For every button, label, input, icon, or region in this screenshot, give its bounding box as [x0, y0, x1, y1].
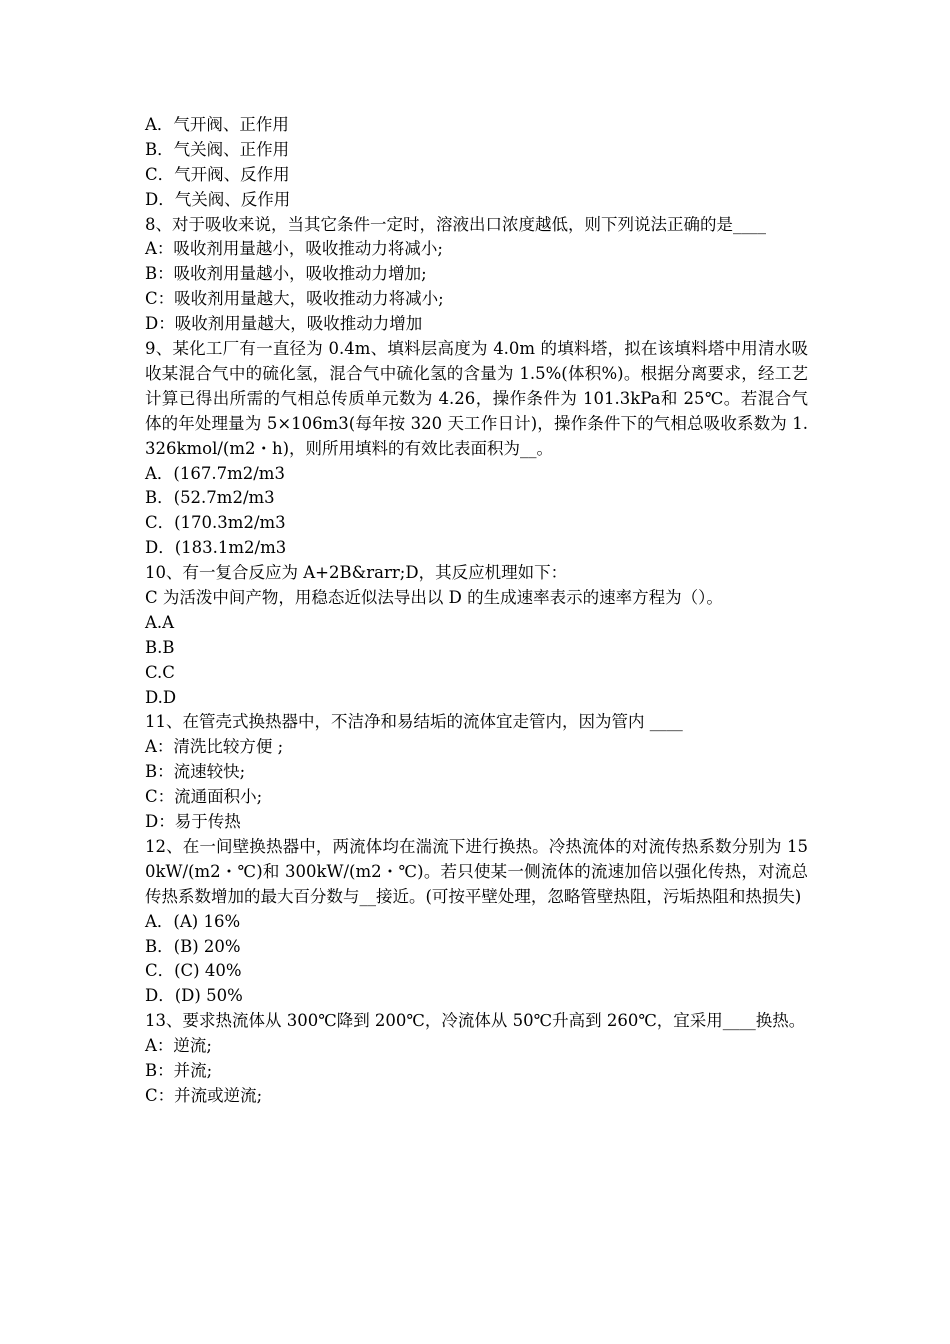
option-b: B．(B) 20%: [145, 936, 241, 956]
question-9-stem: 9、某化工厂有一直径为 0.4m、填料层高度为 4.0m 的填料塔，拟在该填料塔中用清水吸收某混合气中的硫化氢，混合气中硫化氢的含量为 1.5%(体积%)。根据分离要求，经工艺计算已得出所需的气相总传质单元数为 4.26，操作条件为 101.3kPa和 25℃。若混合气体的年处理量为 5×106m3(每年按 320 天工作日计)，操作条件下的气相总吸收系数为 1.326kmol/(m2・h)，则所用填料的有效比表面积为__。: [145, 339, 808, 458]
option-b: B．(52.7m2/m3: [145, 488, 275, 508]
question-13: [145, 1009, 808, 1109]
option-a: A．(A) 16%: [145, 911, 241, 931]
question-11: [145, 710, 808, 834]
option-a: A.A: [145, 612, 175, 632]
option-c: C：吸收剂用量越大，吸收推动力将减小;: [145, 289, 444, 309]
question-8-stem: 8、对于吸收来说，当其它条件一定时，溶液出口浓度越低，则下列说法正确的是____: [145, 214, 766, 234]
question-10-stem-line-1: 10、有一复合反应为 A+2B&rarr;D，其反应机理如下：: [145, 563, 568, 583]
option-d: D：吸收剂用量越大，吸收推动力增加: [145, 314, 423, 334]
option-c: C．(170.3m2/m3: [145, 513, 286, 533]
question-12: [145, 835, 808, 1009]
option-b: B：并流;: [145, 1061, 213, 1080]
option-b: B：流速较快;: [145, 762, 246, 782]
option-c: C：流通面积小;: [145, 787, 263, 807]
question-10-stem-line-2: C 为活泼中间产物，用稳态近似法导出以 D 的生成速率表示的速率方程为（）。: [145, 588, 723, 608]
option-d: D．(D) 50%: [145, 986, 243, 1006]
question-12-stem: 12、在一间壁换热器中，两流体均在湍流下进行换热。冷热流体的对流传热系数分别为 150kW/(m2・℃)和 300kW/(m2・℃)。若只使某一侧流体的流速加倍以强化传热，对流总传热系数增加的最大百分数与__接近。(可按平壁处理，忽略管壁热阻，污垢热阻和热损失): [145, 836, 808, 906]
document-page: [145, 113, 808, 1109]
option-b: B.B: [145, 637, 175, 657]
question-11-stem: 11、在管壳式换热器中，不洁净和易结垢的流体宜走管内，因为管内 ____: [145, 712, 683, 732]
option-a: A：吸收剂用量越小，吸收推动力将减小;: [145, 239, 443, 259]
option-c: C.C: [145, 662, 175, 682]
option-a: A：清洗比较方便 ;: [145, 737, 284, 757]
question-13-stem: 13、要求热流体从 300℃降到 200℃，冷流体从 50℃升高到 260℃，宜采用____换热。: [145, 1011, 806, 1031]
option-d: D．(183.1m2/m3: [145, 538, 287, 558]
option-c: C．气开阀、反作用: [145, 164, 290, 184]
option-d: D．气关阀、反作用: [145, 189, 291, 209]
option-a: A．(167.7m2/m3: [145, 463, 285, 483]
option-a: A：逆流;: [145, 1036, 212, 1056]
option-b: B：吸收剂用量越小，吸收推动力增加;: [145, 264, 427, 284]
question-10: [145, 561, 808, 710]
option-a: A．气开阀、正作用: [145, 115, 289, 134]
question-7-options: [145, 113, 808, 213]
question-9: [145, 337, 808, 561]
option-c: C：并流或逆流;: [145, 1085, 263, 1105]
option-b: B．气关阀、正作用: [145, 139, 290, 159]
question-8: [145, 213, 808, 337]
option-c: C．(C) 40%: [145, 961, 242, 981]
option-d: D.D: [145, 687, 177, 707]
option-d: D：易于传热: [145, 812, 241, 832]
